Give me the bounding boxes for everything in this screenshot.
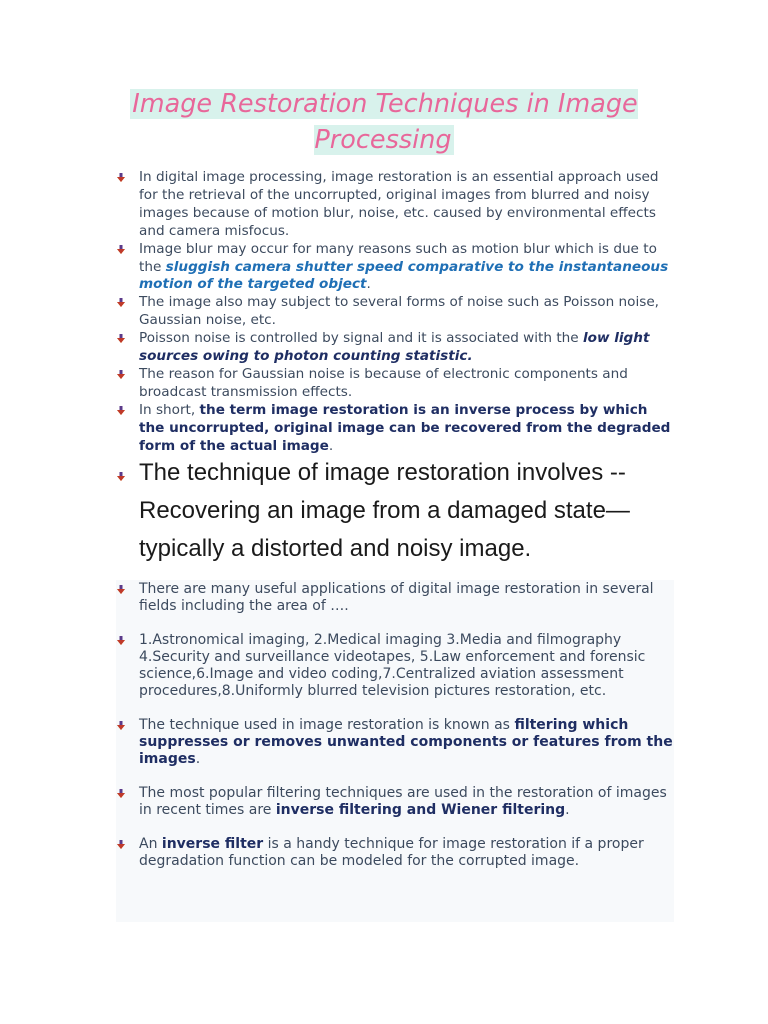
- highlight-item: [114, 454, 676, 568]
- applications-text: .: [195, 751, 201, 767]
- applications-text: inverse filter: [161, 836, 264, 852]
- applications-text: The technique used in image restoration is known as: [139, 717, 515, 733]
- applications-text: 1.Astronomical imaging, 2.Medical imaging 3.Media and filmography 4.Security and surveillance videotapes, 5.Law enforcement and forensic science,6.Image and video coding,7.Centralized aviation assessment procedures,8.Uniformly blurred television pictures restoration, etc.: [139, 632, 646, 699]
- applications-text: filtering which suppresses or removes unwanted components or features from the images: [139, 717, 673, 767]
- applications-item: [114, 581, 676, 615]
- highlight-list: [114, 454, 676, 568]
- intro-item: [114, 169, 676, 241]
- intro-item: [114, 294, 676, 330]
- arrow-bullet-icon: [116, 334, 126, 344]
- arrow-bullet-icon: [116, 472, 126, 482]
- arrow-bullet-icon: [116, 173, 126, 183]
- intro-text: low light sources owing to photon counting statistic.: [139, 330, 650, 365]
- applications-item: [114, 632, 676, 700]
- intro-text: Poisson noise is controlled by signal and it is associated with the: [139, 330, 583, 347]
- intro-text: Image blur may occur for many reasons such as motion blur which is due to the: [139, 240, 657, 275]
- arrow-bullet-icon: [116, 406, 126, 416]
- arrow-bullet-icon: [116, 789, 126, 799]
- applications-item: [114, 717, 676, 768]
- intro-text: The image also may subject to several forms of noise such as Poisson noise, Gaussian noise, etc.: [139, 294, 660, 329]
- arrow-bullet-icon: [116, 721, 126, 731]
- page-title-text: Image Restoration Techniques in Image Processing: [132, 89, 638, 155]
- applications-text: The most popular filtering techniques are used in the restoration of images in recent times are: [139, 785, 667, 818]
- arrow-bullet-icon: [116, 840, 126, 850]
- intro-text: sluggish camera shutter speed comparative to the instantaneous motion of the targeted object: [139, 258, 669, 293]
- arrow-bullet-icon: [116, 585, 126, 595]
- intro-text: The reason for Gaussian noise is because of electronic components and broadcast transmission effects.: [139, 365, 628, 400]
- applications-list: [114, 581, 676, 887]
- highlight-text: The technique of image restoration involves -- Recovering an image from a damaged state—typically a distorted and noisy image.: [139, 459, 630, 562]
- intro-item: [114, 402, 676, 456]
- page-title: [96, 86, 672, 158]
- intro-list: [114, 169, 676, 456]
- arrow-bullet-icon: [116, 370, 126, 380]
- intro-item: [114, 330, 676, 366]
- applications-item: [114, 785, 676, 819]
- arrow-bullet-icon: [116, 298, 126, 308]
- arrow-bullet-icon: [116, 636, 126, 646]
- arrow-bullet-icon: [116, 245, 126, 255]
- applications-text: .: [565, 802, 570, 818]
- intro-item: [114, 366, 676, 402]
- applications-text: There are many useful applications of digital image restoration in several fields including the area of ….: [139, 581, 654, 614]
- applications-text: is a handy technique for image restoration if a proper degradation function can be modeled for the corrupted image.: [139, 836, 644, 869]
- intro-text: .: [366, 276, 371, 293]
- applications-item: [114, 836, 676, 870]
- applications-text: An: [139, 836, 162, 852]
- intro-text: In digital image processing, image restoration is an essential approach used for the retrieval of the uncorrupted, original images from blurred and noisy images because of motion blur, noise, etc. caused by environmental effects and camera misfocus.: [139, 169, 659, 239]
- intro-text: In short,: [139, 401, 200, 418]
- intro-text: .: [328, 437, 334, 454]
- intro-text: the term image restoration is an inverse process by which the uncorrupted, original image can be recovered from the degraded form of the actual image: [139, 401, 671, 454]
- intro-item: [114, 241, 676, 295]
- applications-text: inverse filtering and Wiener filtering: [275, 802, 566, 818]
